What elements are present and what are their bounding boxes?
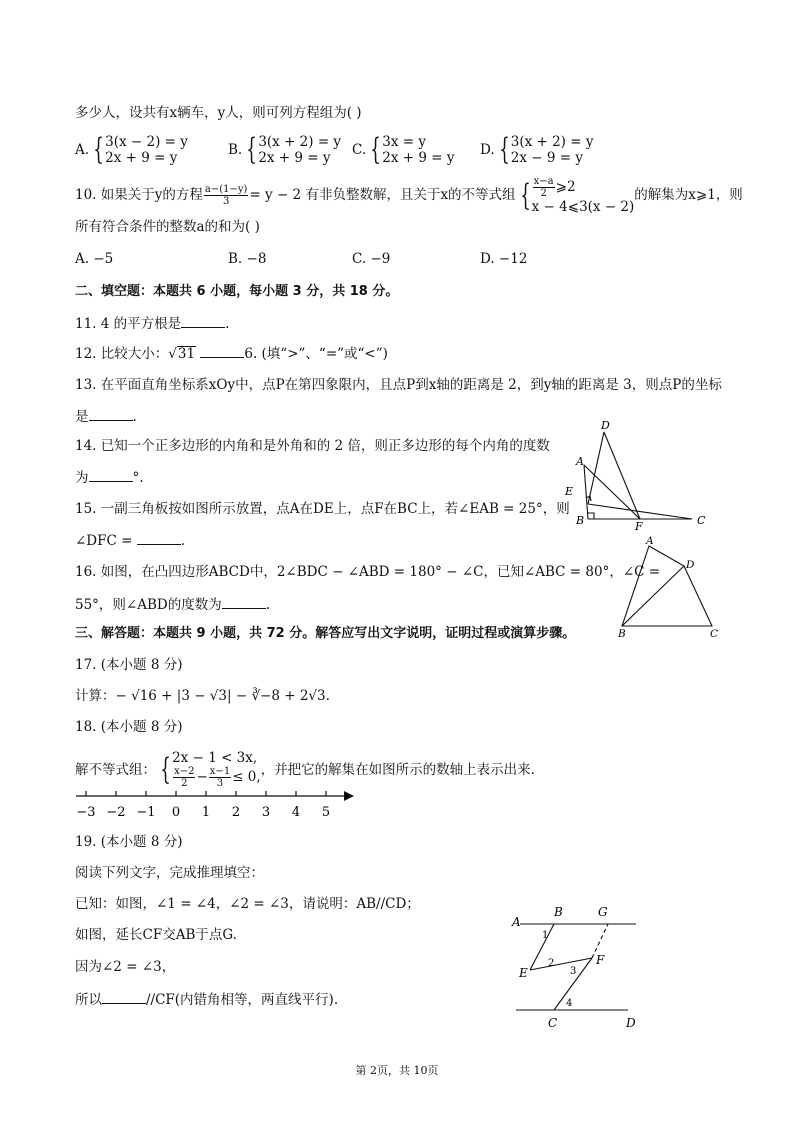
section3-heading: 三、解答题：本题共 9 小题，共 72 分。解答应写出文字说明，证明过程或演算步骤。 xyxy=(75,626,576,641)
q17-expression: 计算：− √16 + |3 − √3| − ∛−8 + 2√3. xyxy=(75,688,330,704)
fig19-label-d: D xyxy=(626,1016,636,1030)
page-footer: 第 2页，共 10页 xyxy=(355,1064,439,1077)
q19-line5: 所以 //CF(内错角相等，两直线平行). xyxy=(75,989,338,1009)
number-line-tick-label: 4 xyxy=(291,805,301,820)
q10-option-d: D. −12 xyxy=(480,251,528,267)
fig15-label-c: C xyxy=(697,514,706,527)
q13-line1: 13. 在平面直角坐标系xOy中，点P在第四象限内，且点P到x轴的距离是 2，到y轴的距离是 3，则点P的坐标 xyxy=(75,377,722,393)
q19-line4: 因为∠2 = ∠3， xyxy=(75,959,176,975)
fig15-label-b: B xyxy=(576,514,585,527)
q9-stem: 多少人，设共有x辆车，y人，则可列方程组为( ) xyxy=(75,105,362,121)
fig19-label-c: C xyxy=(548,1016,558,1030)
q15-line2: ∠DFC = . xyxy=(75,530,185,550)
fig15-label-a: A xyxy=(576,455,584,468)
number-line xyxy=(70,786,360,822)
q9-option-b: B. { 3(x + 2) = y 2x + 9 = y xyxy=(228,132,342,167)
fig19-angle-1: 1 xyxy=(542,930,549,941)
fig19-label-f: F xyxy=(596,953,605,967)
q9-option-d: D. { 3(x + 2) = y 2x − 9 = y xyxy=(480,132,594,167)
q9-option-c: C. { 3x = y 2x + 9 = y xyxy=(352,132,455,167)
fig16-label-a: A xyxy=(646,535,654,547)
fig16-label-d: D xyxy=(686,559,695,571)
q19-line2: 已知：如图，∠1 = ∠4，∠2 = ∠3，请说明：AB//CD； xyxy=(75,896,420,912)
q17-heading: 17. (本小题 8 分) xyxy=(75,657,183,673)
q16-line2: 55°，则∠ABD的度数为 . xyxy=(75,594,270,614)
q15-line1: 15. 一副三角板按如图所示放置，点A在DE上，点F在BC上，若∠EAB = 25°，则 xyxy=(75,501,570,517)
fig16-label-b: B xyxy=(618,628,626,640)
fig19-label-g: G xyxy=(598,905,608,919)
fig19-angle-2: 2 xyxy=(548,958,555,969)
fig19-angle-4: 4 xyxy=(566,998,573,1009)
number-line-tick-label: 1 xyxy=(201,805,211,820)
q14-line1: 14. 已知一个正多边形的内角和是外角和的 2 倍，则正多边形的每个内角的度数 xyxy=(75,438,550,454)
q10-option-a: A. −5 xyxy=(75,251,114,267)
number-line-tick-label: −3 xyxy=(76,805,96,820)
number-line-tick-label: 5 xyxy=(321,805,331,820)
q10-option-b: B. −8 xyxy=(228,251,267,267)
section2-heading: 二、填空题：本题共 6 小题，每小题 3 分，共 18 分。 xyxy=(75,284,399,299)
number-line-tick-label: 3 xyxy=(261,805,271,820)
fig19-label-a: A xyxy=(512,915,521,929)
figure-q15-triangles xyxy=(560,418,710,530)
figure-q16-quadrilateral xyxy=(612,534,732,642)
number-line-tick-label: 2 xyxy=(231,805,241,820)
q18-heading: 18. (本小题 8 分) xyxy=(75,719,183,735)
q18-system: 解不等式组： { 2x − 1 < 3x, $\frac{x-2}{2}$ − $\frac{x-1}{3}$ ≤ 0, ，并把它的解集在如图所示的数轴上表示出来. xyxy=(75,750,535,789)
fig15-label-f: F xyxy=(635,520,643,530)
fig19-label-b: B xyxy=(554,905,563,919)
q9-option-a: A. { 3(x − 2) = y 2x + 9 = y xyxy=(75,132,188,167)
fig16-label-c: C xyxy=(710,628,719,640)
q19-heading: 19. (本小题 8 分) xyxy=(75,834,183,850)
q10-option-c: C. −9 xyxy=(352,251,391,267)
number-line-tick-label: 0 xyxy=(171,805,181,820)
fig19-angle-3: 3 xyxy=(570,966,577,977)
q14-line2: 为 °. xyxy=(75,467,144,487)
number-line-arrow xyxy=(344,791,354,801)
number-line-tick-label: −2 xyxy=(106,805,126,820)
number-line-tick-label: −1 xyxy=(136,805,156,820)
fig19-label-e: E xyxy=(519,966,528,980)
q10-line1: 10. 如果关于y的方程 $\frac{a-(1-y)}{3}$ = y − 2 有非负整数解，且关于x的不等式组 { $\frac{x-a}{2}$ ⩾2 x − 4⩽3(x − 2) 的解集为x⩾1，则 xyxy=(75,176,743,215)
q10-line2: 所有符合条件的整数a的和为( ) xyxy=(75,219,260,235)
q19-line1: 阅读下列文字，完成推理填空： xyxy=(75,865,264,881)
fig15-label-e: E xyxy=(565,485,574,498)
q13-line2: 是 . xyxy=(75,406,137,426)
q12: 12. 比较大小：√31 6. (填“>”、“=”或“<”) xyxy=(75,343,388,363)
q16-line1: 16. 如图，在凸四边形ABCD中，2∠BDC − ∠ABD = 180° − ∠C，已知∠ABC = 80°，∠C = xyxy=(75,564,661,580)
q19-line3: 如图，延长CF交AB于点G. xyxy=(75,927,237,943)
figure-q19-parallel-lines xyxy=(508,902,648,1034)
fig15-label-d: D xyxy=(601,419,610,432)
q11: 11. 4 的平方根是 . xyxy=(75,313,229,333)
